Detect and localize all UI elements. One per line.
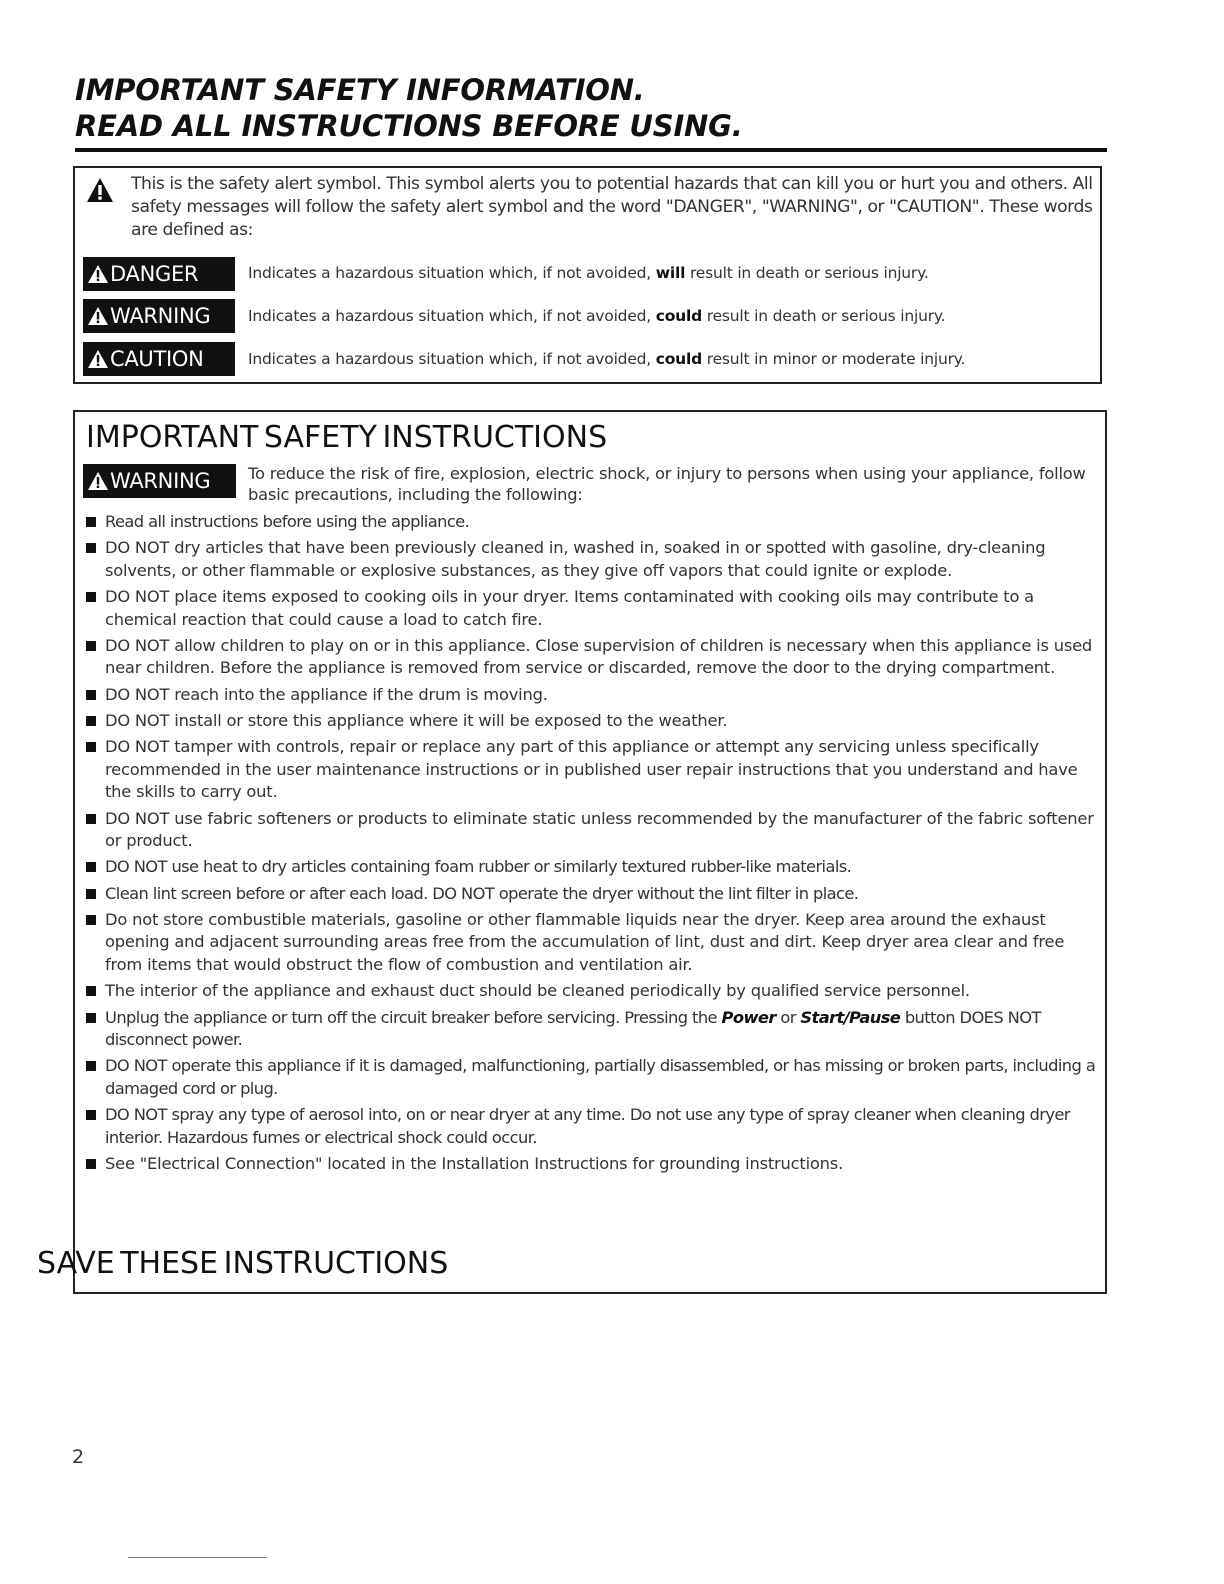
caution-label: CAUTION (110, 347, 204, 371)
warning-badge (83, 299, 235, 333)
caution-badge (83, 342, 235, 376)
list-item: DO NOT spray any type of aerosol into, on or near dryer at any time. Do not use any type of spray cleaner when cleaning dryer interior. Hazardous fumes or electrical shock could occur. (85, 1104, 1097, 1149)
list-item: DO NOT operate this appliance if it is damaged, malfunctioning, partially disassembled, or has missing or broken parts, including a damaged cord or plug. (85, 1055, 1097, 1100)
bullet-square-icon (86, 716, 96, 726)
list-item: DO NOT install or store this appliance where it will be exposed to the weather. (85, 710, 1097, 733)
warning-triangle-icon (87, 264, 109, 284)
list-item: Do not store combustible materials, gasoline or other flammable liquids near the dryer. Keep area around the exhaust opening and adjacent surrounding areas free from the accumulation of lint, dust and dirt. Keep dryer area clear and free from items that would obstruct the flow of combustion and ventilation air. (85, 909, 1097, 977)
list-item: DO NOT reach into the appliance if the drum is moving. (85, 684, 1097, 707)
safety-alert-icon (86, 177, 114, 203)
bullet-square-icon (86, 889, 96, 899)
list-item: DO NOT tamper with controls, repair or replace any part of this appliance or attempt any servicing unless specifically recommended in the user maintenance instructions or in published user repair instructions that you understand and have the skills to carry out. (85, 736, 1097, 804)
caution-keyword: could (655, 350, 703, 368)
list-item: See "Electrical Connection" located in the Installation Instructions for grounding instructions. (85, 1153, 1097, 1176)
instructions-title: IMPORTANT SAFETY INSTRUCTIONS (86, 420, 608, 455)
header-rule (75, 148, 1107, 152)
warning-triangle-icon (87, 471, 109, 491)
warning-definition: Indicates a hazardous situation which, if not avoided, could result in death or serious injury. (248, 307, 946, 325)
list-item: DO NOT dry articles that have been previously cleaned in, washed in, soaked in or spotted with gasoline, dry-cleaning solvents, or other flammable or explosive substances, as they give off vapors that could ignite or explode. (85, 537, 1097, 582)
bullet-square-icon (86, 862, 96, 872)
instructions-list (85, 511, 1097, 1179)
bullet-square-icon (86, 543, 96, 553)
bullet-square-icon (86, 690, 96, 700)
danger-label: DANGER (110, 262, 199, 286)
list-item: DO NOT use heat to dry articles containing foam rubber or similarly textured rubber-like materials. (85, 856, 1097, 879)
instructions-warning-badge (83, 464, 236, 498)
header-title-line-1: IMPORTANT SAFETY INFORMATION. (75, 73, 645, 107)
start-pause-button-name: Start/Pause (800, 1007, 901, 1027)
bullet-square-icon (86, 592, 96, 602)
bullet-square-icon (86, 986, 96, 996)
warning-triangle-icon (87, 306, 109, 326)
safety-alert-intro: This is the safety alert symbol. This symbol alerts you to potential hazards that can kill you or hurt you and others. All safety messages will follow the safety alert symbol and the word "DANGER", "WARNING", or "CAUTION". These words are defined as: (131, 174, 1093, 240)
instructions-warning-label: WARNING (110, 469, 211, 493)
header-title-line-2: READ ALL INSTRUCTIONS BEFORE USING. (75, 109, 743, 143)
list-item: Clean lint screen before or after each load. DO NOT operate the dryer without the lint filter in place. (85, 883, 1097, 906)
list-item: DO NOT use fabric softeners or products to eliminate static unless recommended by the manufacturer of the fabric softener or product. (85, 808, 1097, 853)
caution-definition: Indicates a hazardous situation which, if not avoided, could result in minor or moderate injury. (248, 350, 966, 368)
bullet-square-icon (86, 1159, 96, 1169)
bullet-square-icon (86, 517, 96, 527)
bullet-square-icon (86, 915, 96, 925)
danger-badge (83, 257, 235, 291)
bullet-square-icon (86, 1061, 96, 1071)
warning-keyword: could (655, 307, 703, 325)
power-button-name: Power (721, 1007, 776, 1027)
bullet-square-icon (86, 814, 96, 824)
page-number: 2 (72, 1446, 85, 1468)
bullet-square-icon (86, 742, 96, 752)
page-header (75, 72, 1107, 152)
list-item: The interior of the appliance and exhaust duct should be cleaned periodically by qualified service personnel. (85, 980, 1097, 1003)
list-item: DO NOT place items exposed to cooking oils in your dryer. Items contaminated with cooking oils may contribute to a chemical reaction that could cause a load to catch fire. (85, 586, 1097, 631)
bullet-square-icon (86, 1110, 96, 1120)
bullet-square-icon (86, 1013, 96, 1023)
safety-instructions-box (73, 410, 1107, 1294)
bullet-square-icon (86, 641, 96, 651)
warning-triangle-icon (87, 349, 109, 369)
list-item: Unplug the appliance or turn off the circuit breaker before servicing. Pressing the Power or Start/Pause button DOES NOT disconnect power. (85, 1007, 1097, 1052)
danger-definition: Indicates a hazardous situation which, if not avoided, will result in death or serious injury. (248, 264, 929, 282)
list-item: Read all instructions before using the appliance. (85, 511, 1097, 534)
danger-keyword: will (655, 264, 686, 282)
list-item: DO NOT allow children to play on or in this appliance. Close supervision of children is necessary when this appliance is used near children. Before the appliance is removed from service or discarded, remove the door to the drying compartment. (85, 635, 1097, 680)
warning-label: WARNING (110, 304, 211, 328)
footer-rule (128, 1557, 267, 1558)
save-instructions-title: SAVE THESE INSTRUCTIONS (37, 1246, 449, 1281)
safety-alert-box (73, 166, 1102, 384)
instructions-warning-text: To reduce the risk of fire, explosion, electric shock, or injury to persons when using your appliance, follow basic precautions, including the following: (248, 464, 1086, 504)
